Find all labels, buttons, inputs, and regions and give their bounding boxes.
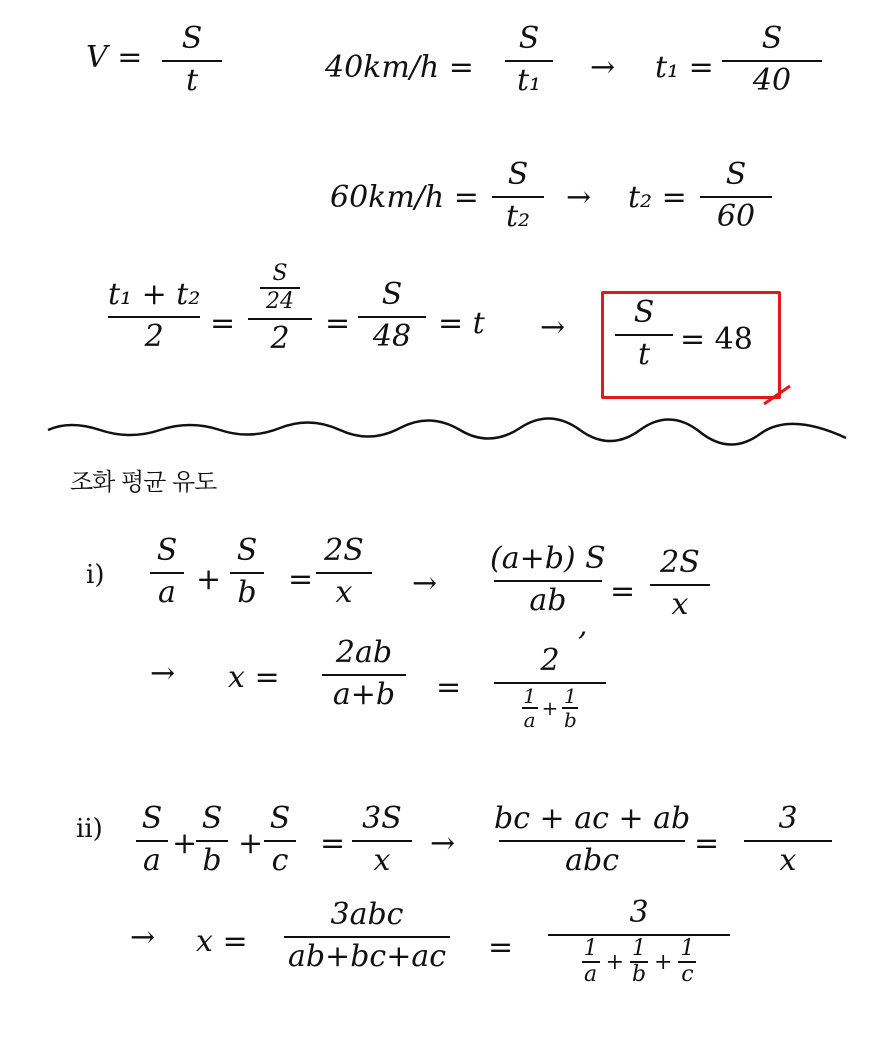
p2-o-den: ab+bc+ac	[287, 939, 447, 974]
p1-r-num: 2S	[324, 533, 364, 568]
p1-f-den-a-num: 1	[523, 684, 536, 708]
p2-q-den-b-num: 1	[632, 936, 646, 961]
p1-e-num: 2ab	[335, 635, 393, 670]
p1-plus: +	[196, 562, 222, 597]
eq60-num: S	[507, 157, 529, 192]
p1-f-num: 2	[540, 643, 560, 678]
p2-eq3: =	[488, 930, 514, 965]
p1-f-den-b	[562, 686, 578, 730]
p2-frac-o	[284, 898, 450, 974]
p2-q-den-b	[630, 938, 648, 986]
eq60-t2-den: 60	[716, 199, 756, 234]
avg-f3-den: 48	[372, 319, 412, 354]
p1-frac-a	[150, 534, 184, 610]
p2-plus2: +	[238, 826, 264, 861]
v-num: S	[181, 21, 203, 56]
eq60-arrow: →	[566, 180, 592, 215]
p1-f-den	[522, 686, 579, 730]
part1-label: i)	[86, 560, 105, 590]
p1-eq3: =	[436, 670, 462, 705]
p1-line2-arrow: →	[150, 656, 176, 691]
p1-frac-c	[490, 542, 606, 618]
eq40-arrow: →	[590, 50, 616, 85]
answer-num: S	[633, 295, 655, 330]
p2-q-den	[582, 938, 697, 986]
p1-frac-d	[650, 546, 710, 622]
eq40-t1-num: S	[761, 21, 783, 56]
avg-arrow: →	[540, 310, 566, 345]
p1-f-den-b-num: 1	[564, 684, 577, 708]
p1-frac-f	[494, 644, 606, 730]
avg-f2-inner-num: S	[272, 261, 288, 286]
p2-q-den-plus1: +	[605, 949, 624, 975]
p2-eq2: =	[694, 826, 720, 861]
answer-box-flourish	[764, 386, 790, 404]
p2-m-num: bc + ac + ab	[494, 801, 691, 836]
p2-q-num: 3	[629, 895, 649, 930]
p2-line2-arrow: →	[130, 920, 156, 955]
eq60-t2-num: S	[725, 157, 747, 192]
p2-q-den-b-den: b	[631, 962, 647, 987]
avg-eq2: =	[325, 306, 351, 341]
p2-q-den-a-den: a	[584, 962, 598, 987]
eq60-t2: t₂ =	[628, 180, 687, 215]
p2-b-den: b	[202, 843, 222, 878]
p1-b-num: S	[236, 533, 258, 568]
p1-frac-r	[316, 534, 372, 610]
p2-a-den: a	[143, 843, 161, 878]
p2-o-num: 3abc	[330, 897, 404, 932]
p2-m-den: abc	[565, 843, 620, 878]
p2-c-den: c	[271, 843, 289, 878]
p2-arrow: →	[430, 826, 456, 861]
eq40-den: t₁	[516, 63, 542, 98]
p1-d-num: 2S	[660, 545, 700, 580]
eq40-t1: t₁ =	[655, 50, 714, 85]
p1-eq: =	[288, 562, 314, 597]
p1-a-den: a	[158, 575, 176, 610]
eq40-num: S	[518, 21, 540, 56]
p2-eq: =	[320, 826, 346, 861]
p2-x-eq: x =	[196, 924, 248, 959]
p1-e-den: a+b	[332, 677, 396, 712]
p2-q-den-plus2: +	[654, 949, 673, 975]
p2-n-num: 3	[778, 801, 798, 836]
avg-eq3: = t	[438, 306, 485, 341]
p1-arrow: →	[412, 566, 438, 601]
avg-f1-num: t₁ + t₂	[108, 277, 201, 312]
p2-frac-c	[264, 802, 296, 878]
p1-d-den: x	[671, 587, 689, 622]
wavy-divider	[48, 418, 846, 444]
p2-r-num: 3S	[362, 801, 402, 836]
p2-plus1: +	[172, 826, 198, 861]
p2-r-den: x	[373, 843, 391, 878]
p1-c-den: ab	[529, 583, 567, 618]
p2-frac-q	[548, 896, 730, 986]
p2-q-den-c	[678, 938, 696, 986]
p2-a-num: S	[141, 801, 163, 836]
p2-frac-a	[136, 802, 168, 878]
p2-frac-m	[494, 802, 690, 878]
p1-a-num: S	[156, 533, 178, 568]
v-lhs: V =	[86, 40, 143, 75]
p1-f-den-a	[522, 686, 538, 730]
eq40-t1-den: 40	[752, 63, 792, 98]
p1-x-eq: x =	[228, 660, 280, 695]
answer-den: t	[637, 337, 651, 372]
answer-rhs: = 48	[680, 322, 753, 357]
p1-c-num: (a+b) S	[490, 541, 606, 576]
p1-frac-e	[322, 636, 406, 712]
v-den: t	[185, 63, 199, 98]
p2-n-den: x	[779, 843, 797, 878]
p2-frac-r	[352, 802, 412, 878]
p1-b-den: b	[237, 575, 257, 610]
avg-f2-inner-den: 24	[266, 289, 294, 314]
p1-r-den: x	[335, 575, 353, 610]
p2-c-num: S	[269, 801, 291, 836]
avg-eq1: =	[210, 306, 236, 341]
avg-f3-num: S	[381, 277, 403, 312]
p1-f-den-plus: +	[541, 696, 559, 720]
p2-q-den-c-den: c	[681, 962, 694, 987]
p1-eq2: =	[610, 574, 636, 609]
p1-frac-b	[230, 534, 264, 610]
eq60-den: t₂	[505, 199, 531, 234]
p2-frac-n	[744, 802, 832, 878]
p2-q-den-a	[582, 938, 600, 986]
p2-frac-b	[196, 802, 228, 878]
p1-comma: ,	[578, 608, 588, 643]
p1-f-den-b-den: b	[563, 708, 577, 732]
avg-f1-den: 2	[144, 319, 164, 354]
eq60-lhs: 60km/h =	[330, 180, 479, 215]
p1-f-den-a-den: a	[523, 708, 536, 732]
p2-q-den-a-num: 1	[583, 936, 598, 961]
eq40-lhs: 40km/h =	[325, 50, 474, 85]
p2-b-num: S	[201, 801, 223, 836]
section2-heading: 조화 평균 유도	[70, 468, 217, 496]
p2-q-den-c-num: 1	[680, 936, 695, 961]
avg-f2-den: 2	[270, 321, 290, 356]
part2-label: ii)	[76, 814, 103, 844]
